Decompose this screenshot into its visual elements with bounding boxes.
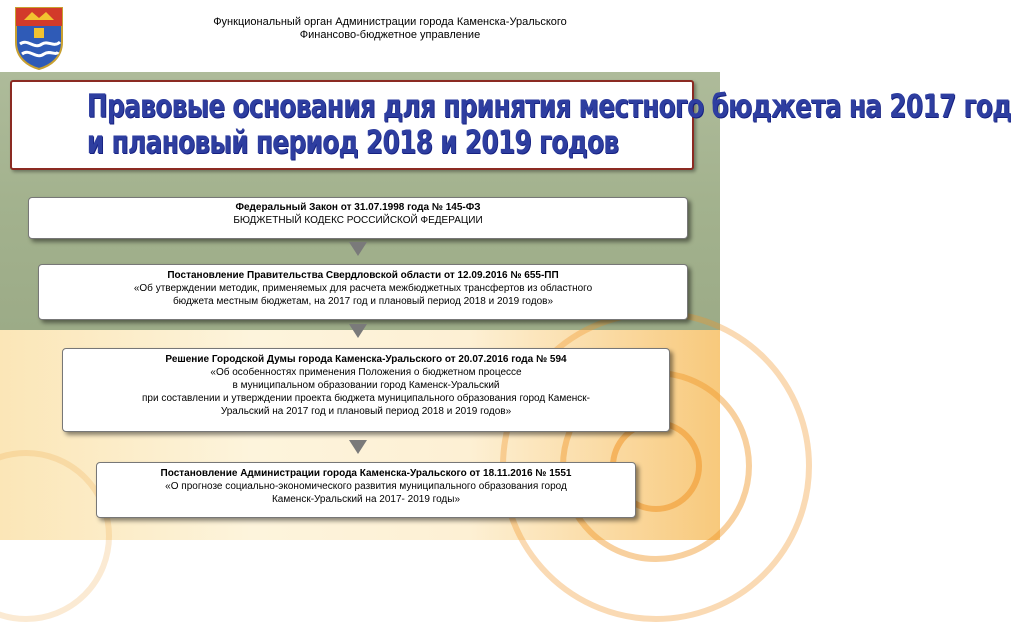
title-line-2: и плановый период 2018 и 2019 годов bbox=[86, 123, 619, 161]
arrow-down-2 bbox=[349, 324, 367, 338]
box-1-heading: Федеральный Закон от 31.07.1998 года № 145-ФЗ bbox=[235, 202, 481, 213]
legal-basis-box-4 bbox=[96, 462, 636, 518]
legal-basis-box-3 bbox=[62, 348, 670, 432]
legal-basis-box-2 bbox=[38, 264, 688, 320]
title-line-1: Правовые основания для принятия местного бюджета на 2017 год bbox=[86, 87, 1011, 125]
header-line-1: Функциональный орган Администрации города Каменска-Уральского bbox=[213, 16, 567, 28]
box-3-line-1: «Об особенностях применения Положения о бюджетном процессе bbox=[210, 367, 522, 378]
box-2-heading: Постановление Правительства Свердловской области от 12.09.2016 № 655-ПП bbox=[167, 270, 559, 281]
legal-basis-box-1 bbox=[28, 197, 688, 239]
box-4-line-1: «О прогнозе социально-экономического развития муниципального образования город bbox=[165, 481, 567, 492]
box-3-line-2: в муниципальном образовании город Каменск-Уральский bbox=[232, 380, 500, 391]
box-4-line-2: Каменск-Уральский на 2017- 2019 годы» bbox=[271, 494, 461, 505]
title-box bbox=[10, 80, 1011, 170]
header-line-2: Финансово-бюджетное управление bbox=[299, 29, 481, 41]
box-2-line-2: бюджета местным бюджетам, на 2017 год и плановый период 2018 и 2019 годов» bbox=[172, 296, 554, 307]
arrow-down-1 bbox=[349, 242, 367, 256]
arrow-down-3 bbox=[349, 440, 367, 454]
box-3-line-3: при составлении и утверждении проекта бюджета муниципального образования город Каменск- bbox=[141, 393, 591, 404]
box-3-line-4: Уральский на 2017 год и плановый период 2018 и 2019 годов» bbox=[220, 406, 512, 417]
box-2-line-1: «Об утверждении методик, применяемых для расчета межбюджетных трансфертов из областного bbox=[133, 283, 593, 294]
box-3-heading: Решение Городской Думы города Каменска-Уральского от 20.07.2016 года № 594 bbox=[165, 354, 567, 365]
box-4-heading: Постановление Администрации города Каменска-Уральского от 18.11.2016 № 1551 bbox=[160, 468, 572, 479]
coat-of-arms-icon bbox=[12, 4, 66, 70]
box-1-line-1: БЮДЖЕТНЫЙ КОДЕКС РОССИЙСКОЙ ФЕДЕРАЦИИ bbox=[233, 215, 483, 226]
header-text bbox=[120, 16, 660, 42]
header bbox=[0, 0, 720, 72]
